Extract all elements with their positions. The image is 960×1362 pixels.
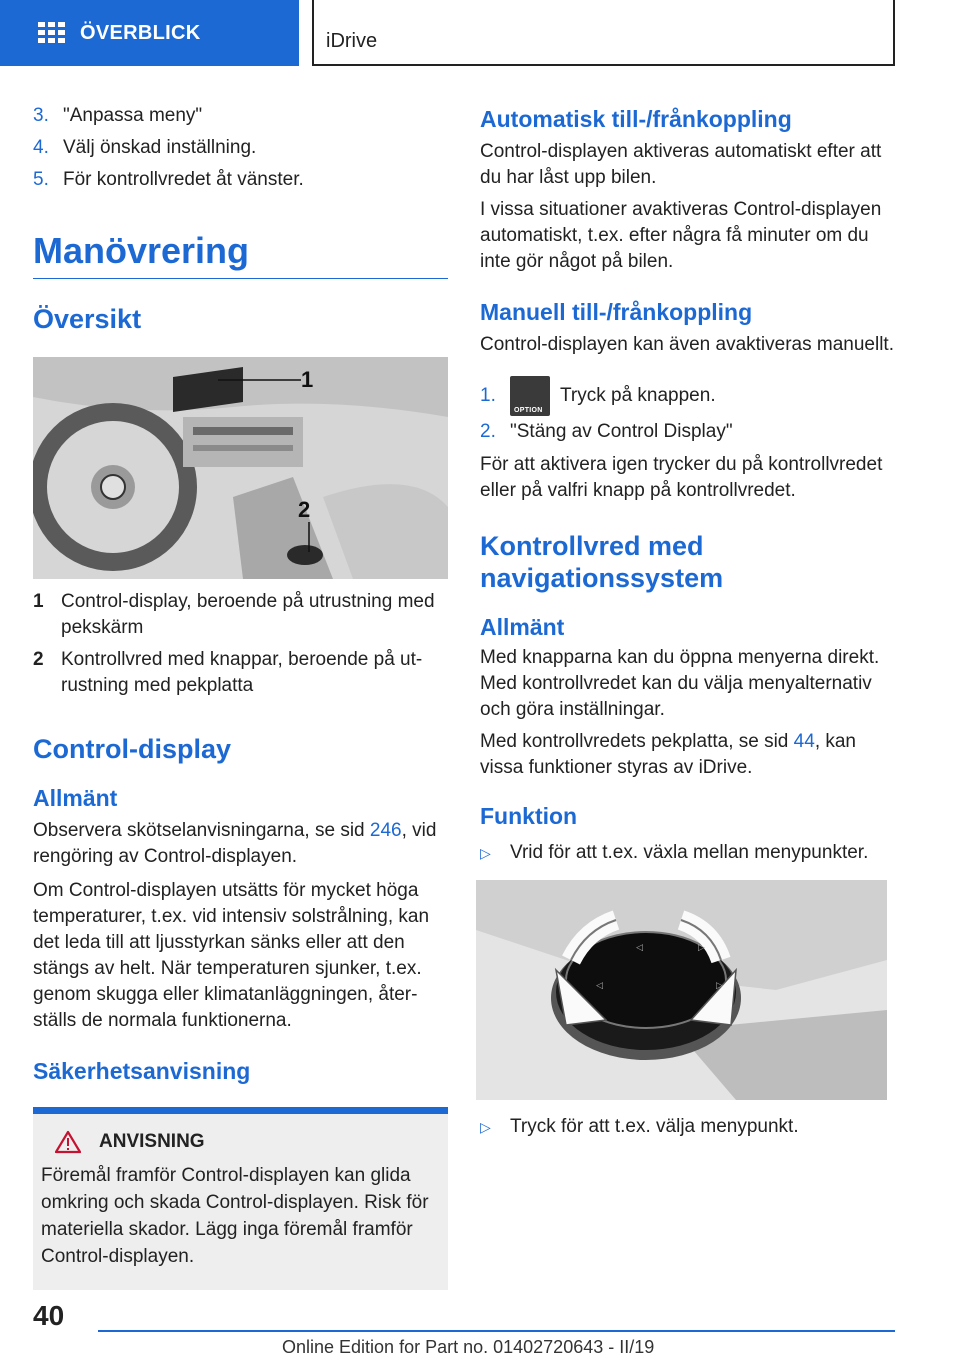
footer-divider (98, 1330, 895, 1332)
heading-allmant-right: Allmänt (480, 614, 565, 641)
warning-header (55, 1130, 432, 1154)
heading-oversikt: Översikt (33, 304, 142, 334)
heading-kontrollvred: Kontrollvred med navigationssystem (480, 531, 724, 594)
callout-2: 2 (298, 497, 311, 522)
heading-manovrering: Manövrering (33, 230, 448, 279)
paragraph-manual: Control-displayen kan även avaktiveras manuellt. (480, 334, 894, 355)
chapter-title-box (312, 0, 895, 66)
page-link-44[interactable]: 44 (793, 731, 815, 753)
chapter-title: iDrive (326, 30, 378, 52)
paragraph-reactivate: För att aktivera igen trycker du på kontrollvredet eller på valfri knapp på kontrollvredet. (480, 454, 883, 502)
heading-sakerhetsanvisning: Säkerhetsanvisning (33, 1058, 251, 1084)
overview-tab[interactable] (0, 0, 299, 66)
heading-allmant-left: Allmänt (33, 785, 118, 811)
manual-step-2: 2. "Stäng av Control Display" (480, 421, 733, 443)
svg-text:◁: ◁ (596, 981, 603, 992)
cockpit-image (33, 357, 448, 579)
step-5: 5. För kontrollvredet åt vänster. (33, 169, 304, 190)
right-column (480, 100, 894, 1140)
legend-item-1: 1 Control-display, beroende på utrustning med pekskärm (33, 591, 435, 638)
heading-funktion: Funktion (480, 803, 578, 830)
triangle-bullet-icon: ▷ (480, 845, 491, 862)
step-4: 4. Välj önskad inställning. (33, 137, 257, 158)
heading-control-display: Control-display (33, 734, 232, 764)
paragraph-care: Observera skötselanvisningarna, se sid 246, vid rengöring av Control-displayen. (33, 820, 437, 867)
svg-text:▷: ▷ (716, 981, 723, 992)
paragraph-allmant-1: Med knapparna kan du öppna menyerna direkt. Med kontrollvredet kan du välja menyalternativ och göra inställningar. (480, 647, 880, 721)
overview-tab-label: ÖVERBLICK (80, 21, 201, 44)
bullet-rotate: ▷ Vrid för att t.ex. växla mellan menypunkter. (480, 840, 894, 866)
manual-step-1: 1. OPTION Tryck på knappen. (480, 376, 894, 416)
controller-illustration (476, 880, 887, 1100)
paragraph-temperature: Om Control-displayen utsätts för mycket höga temperaturer, t.ex. vid intensiv solstrålning, kan det leda till att ljusstyrkan sänks eller att den stängs av helt. När temperaturen sjunker, t.ex. genom skugga eller klimatanläggningen, åter-ställs de normala funktionerna. (33, 880, 430, 1031)
svg-text:◁: ◁ (636, 943, 643, 954)
bullet-press: ▷ Tryck för att t.ex. välja menypunkt. (480, 1114, 894, 1140)
warning-triangle-icon (55, 1130, 81, 1154)
heading-manual: Manuell till-/frånkoppling (480, 299, 753, 325)
warning-box (33, 1107, 448, 1290)
cockpit-illustration (33, 357, 448, 579)
page-link-246[interactable]: 246 (369, 820, 402, 841)
paragraph-auto-1: Control-displayen aktiveras automatiskt efter att du har låst upp bilen. (480, 141, 882, 188)
heading-automatic: Automatisk till-/frånkoppling (480, 106, 792, 132)
legend-item-2: 2 Kontrollvred med knappar, beroende på ut-rustning med pekplatta (33, 649, 423, 696)
paragraph-auto-2: I vissa situationer avaktiveras Control-displayen automatiskt, t.ex. efter några få minuter om du inte gör något på bilen. (480, 199, 882, 272)
left-column (33, 100, 448, 1290)
warning-title: ANVISNING (99, 1131, 205, 1152)
paragraph-allmant-2: Med kontrollvredets pekplatta, se sid 44, kan vissa funktioner styras av iDrive. (480, 731, 857, 779)
callout-1: 1 (301, 367, 314, 392)
page-number: 40 (33, 1300, 65, 1331)
step-3: 3. "Anpassa meny" (33, 105, 203, 126)
option-button-icon: OPTION (510, 376, 550, 416)
controller-image (476, 880, 887, 1100)
grid-icon (38, 22, 66, 44)
footer-edition: Online Edition for Part no. 01402720643 - II/19 (282, 1337, 655, 1357)
warning-text: Föremål framför Control-displayen kan glida omkring och skada Control-displayen. Risk för materiella skador. Lägg inga föremål framför Control-displayen. (41, 1165, 429, 1267)
svg-text:▷: ▷ (698, 943, 705, 954)
triangle-bullet-icon: ▷ (480, 1119, 491, 1136)
